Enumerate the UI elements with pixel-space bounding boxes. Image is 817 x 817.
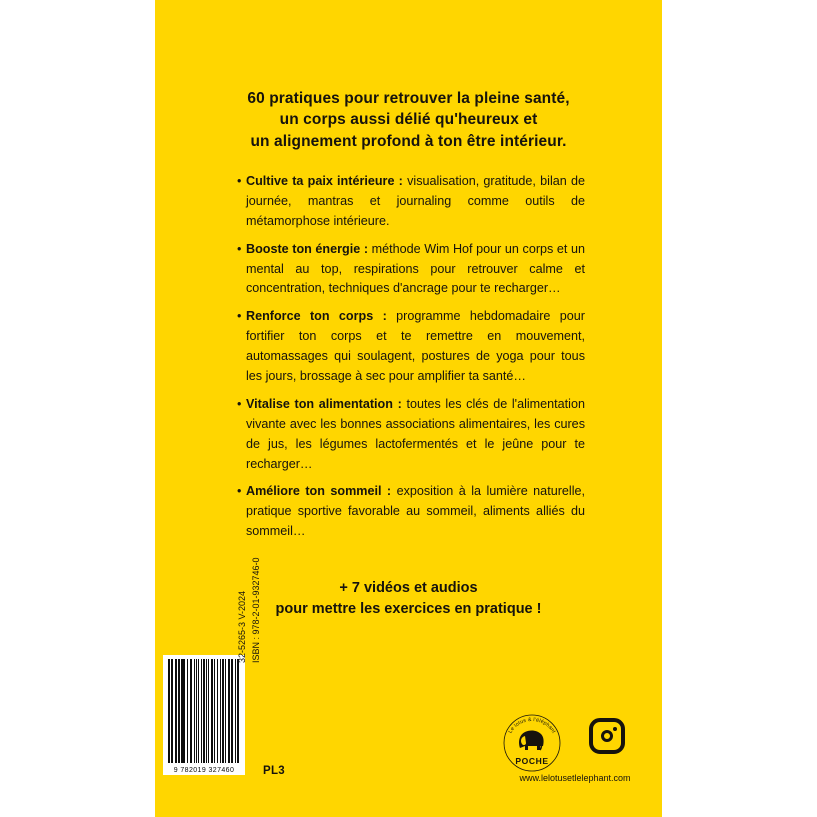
book-back-cover bbox=[155, 0, 662, 817]
instagram-lens bbox=[601, 730, 613, 742]
headline-line-2: un corps aussi délié qu'heureux et bbox=[279, 111, 538, 129]
headline-line-1: 60 pratiques pour retrouver la pleine santé, bbox=[247, 90, 570, 107]
instagram-icon[interactable] bbox=[589, 718, 629, 758]
list-item bbox=[237, 172, 585, 232]
list-item bbox=[237, 482, 585, 542]
barcode-bars bbox=[168, 659, 240, 763]
instagram-dot bbox=[613, 727, 617, 731]
publisher-emblem bbox=[501, 712, 563, 774]
bullet-text: programme hebdomadaire pour fortifier ton corps et te remettre en mouvement, automassages qui soulagent, postures de yoga pour tous les jours, brossage à sec pour amplifier ta santé… bbox=[246, 309, 585, 384]
publisher-arc-label: Le lotus & l'éléphant bbox=[507, 716, 557, 735]
bullet-text: méthode Wim Hof pour un corps et un mental au top, respirations pour retrouver calme et concentration, techniques d'ancrage pour te recharger… bbox=[246, 241, 586, 296]
publisher-imprint: POCHE bbox=[515, 756, 549, 766]
publisher-logo bbox=[495, 712, 569, 774]
list-item bbox=[237, 395, 585, 475]
barcode-number: 9 782019 327460 bbox=[173, 767, 235, 774]
headline bbox=[195, 88, 622, 152]
isbn-line-2: ISBN : 978-2-01-932746-0 bbox=[251, 557, 261, 663]
bullet-title: Améliore ton sommeil : bbox=[246, 484, 392, 499]
bullet-text: exposition à la lumière naturelle, pratique sportive favorable au sommeil, aliments alliés du sommeil… bbox=[246, 484, 585, 539]
footline-line-1: + 7 vidéos et audios bbox=[339, 580, 478, 596]
headline-line-3: un alignement profond à ton être intérieur. bbox=[250, 132, 567, 150]
list-item bbox=[237, 240, 585, 300]
barcode-block bbox=[163, 557, 285, 783]
bullet-title: Booste ton énergie : bbox=[246, 241, 369, 256]
bullet-title: Vitalise ton alimentation : bbox=[246, 396, 402, 411]
elephant-icon bbox=[516, 726, 548, 752]
list-item bbox=[237, 307, 585, 387]
product-code: PL3 bbox=[263, 765, 285, 777]
website-url[interactable]: www.lelotusetlelephant.com bbox=[519, 773, 631, 783]
bullet-list bbox=[237, 172, 585, 550]
barcode-image bbox=[163, 655, 245, 775]
isbn-line-1: 32-5265-3 V-2024 bbox=[237, 590, 247, 663]
bullet-text: toutes les clés de l'alimentation vivante avec les bonnes associations alimentaires, les cures de jus, les légumes lactofermentés et le jeûne pour te recharger… bbox=[246, 396, 585, 471]
bullet-title: Cultive ta paix intérieure : bbox=[246, 174, 403, 188]
bullet-title: Renforce ton corps : bbox=[246, 309, 387, 324]
bullet-text: visualisation, gratitude, bilan de journée, mantras et journaling comme outils de métamorphose intérieure. bbox=[246, 174, 585, 228]
instagram-square bbox=[589, 718, 625, 754]
footline-line-2: pour mettre les exercices en pratique ! bbox=[275, 601, 542, 618]
